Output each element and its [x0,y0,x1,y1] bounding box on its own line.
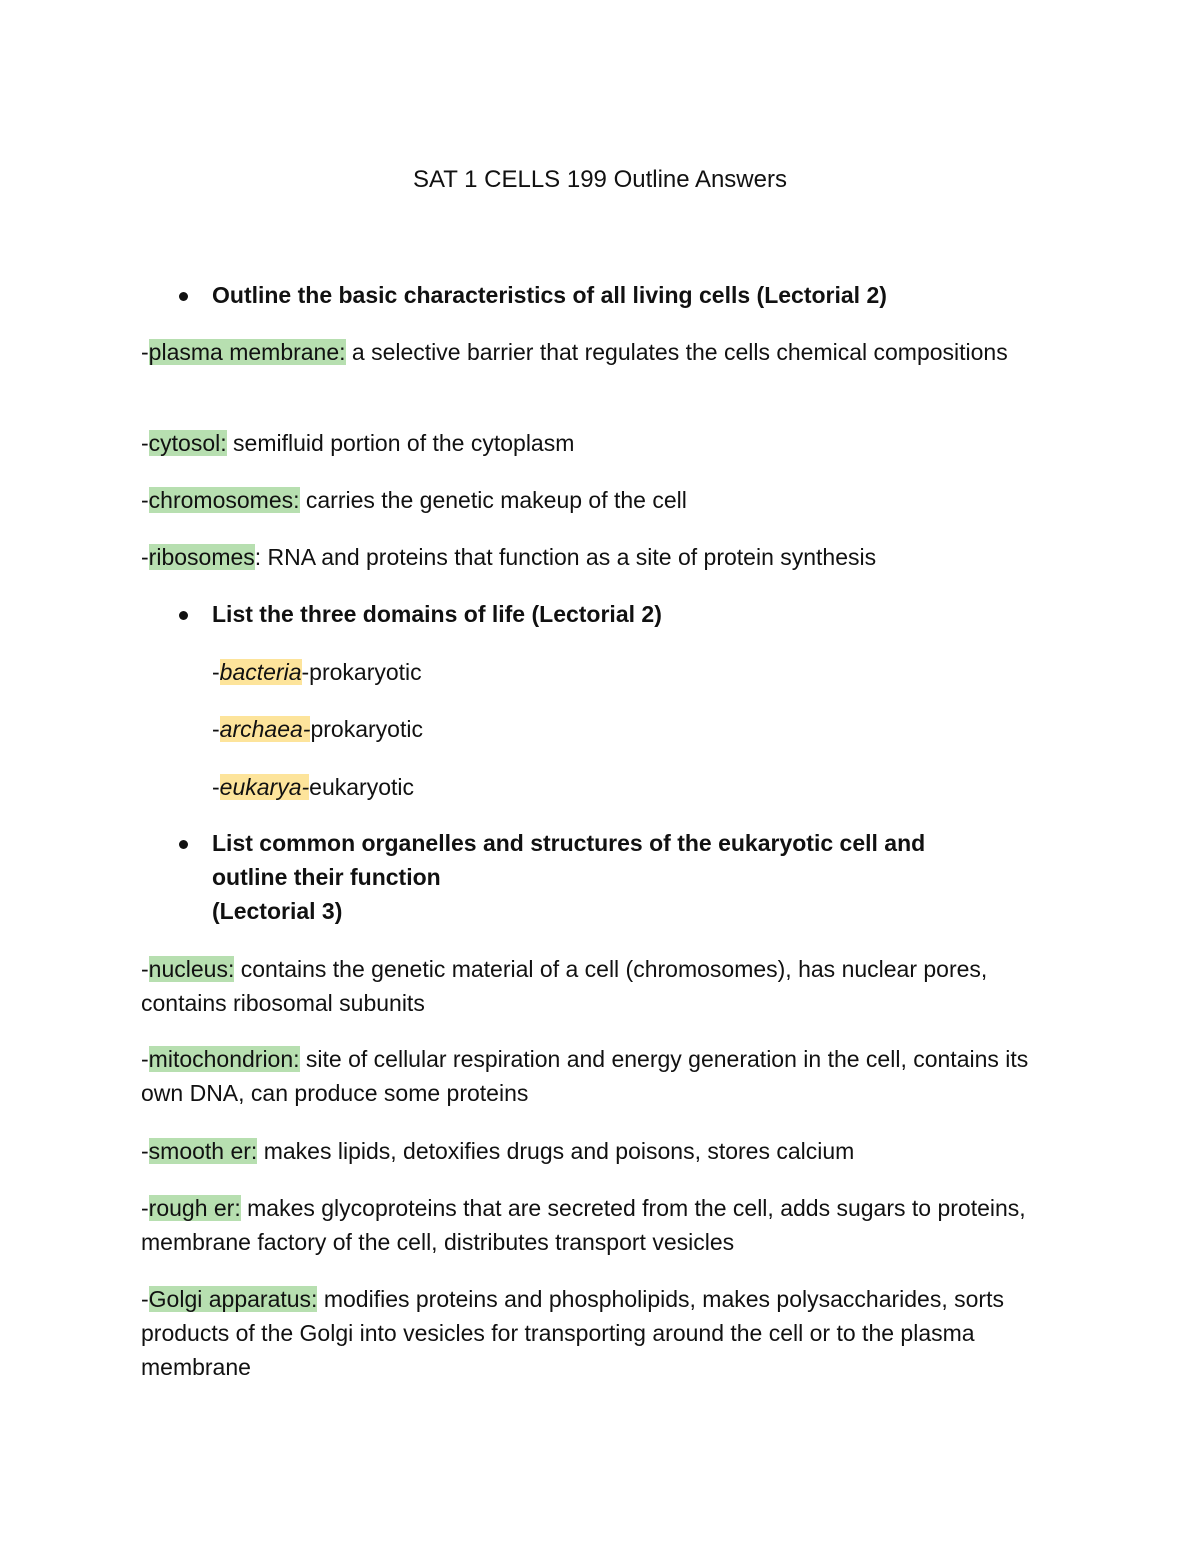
term-highlight: Golgi apparatus: [148,1286,318,1312]
dash: - [141,1138,149,1164]
item-rough-er [141,1191,1061,1259]
item-golgi-apparatus [141,1282,1061,1384]
heading-line: outline their function [212,864,441,890]
item-cytosol [141,426,1061,460]
dash: - [141,430,149,456]
heading-line: List common organelles and structures of the eukaryotic cell and [212,830,926,856]
dash: - [141,544,149,570]
item-text: a selective barrier that regulates the cells chemical compositions [345,339,1008,365]
item-chromosomes [141,483,1061,517]
term-highlight: bacteria [219,659,302,685]
dash: - [212,716,220,742]
dash: - [141,1046,149,1072]
bullet-icon [179,840,188,849]
term-highlight: archaea- [219,716,311,742]
term-highlight: smooth er: [148,1138,258,1164]
term-highlight: mitochondrion: [148,1046,300,1072]
item-eukarya [212,770,1012,804]
item-text: prokaryotic [310,716,423,742]
item-text: eukaryotic [309,774,414,800]
item-nucleus [141,952,1061,1020]
dash: - [212,774,220,800]
term-highlight: chromosomes: [148,487,300,513]
item-bacteria [212,655,1012,689]
dash: - [141,339,149,365]
dash: - [141,1286,149,1312]
item-ribosomes [141,540,1061,574]
heading-text: List the three domains of life (Lectorial 2) [212,601,662,627]
section-heading-characteristics [212,278,1072,312]
document-title: SAT 1 CELLS 199 Outline Answers [413,166,787,193]
item-text: contains the genetic material of a cell (chromosomes), has nuclear pores, contains ribosomal subunits [141,956,988,1016]
term-highlight: ribosomes [148,544,255,570]
section-heading-domains [212,597,1072,631]
item-text: site of cellular respiration and energy generation in the cell, contains its own DNA, can produce some proteins [141,1046,1029,1106]
dash: - [141,487,149,513]
heading-line: (Lectorial 3) [212,898,343,924]
item-text: makes lipids, detoxifies drugs and poisons, stores calcium [257,1138,855,1164]
term-highlight: eukarya- [219,774,310,800]
item-archaea [212,712,1012,746]
dash: - [141,956,149,982]
dash: - [141,1195,149,1221]
item-text: semifluid portion of the cytoplasm [226,430,575,456]
term-highlight: plasma membrane: [148,339,346,365]
item-text: modifies proteins and phospholipids, makes polysaccharides, sorts products of the Golgi into vesicles for transporting around the cell or to the plasma membrane [141,1286,1004,1380]
item-text: -prokaryotic [301,659,422,685]
term-highlight: nucleus: [148,956,235,982]
section-heading-organelles [212,826,1072,928]
dash: - [212,659,220,685]
term-highlight: cytosol: [148,430,227,456]
item-text: carries the genetic makeup of the cell [299,487,687,513]
item-text: makes glycoproteins that are secreted from the cell, adds sugars to proteins, membrane factory of the cell, distributes transport vesicles [141,1195,1026,1255]
bullet-icon [179,611,188,620]
item-plasma-membrane [141,335,1061,369]
item-mitochondrion [141,1042,1061,1110]
item-text: : RNA and proteins that function as a site of protein synthesis [254,544,877,570]
heading-text: Outline the basic characteristics of all living cells (Lectorial 2) [212,282,887,308]
item-smooth-er [141,1134,1061,1168]
bullet-icon [179,292,188,301]
term-highlight: rough er: [148,1195,241,1221]
